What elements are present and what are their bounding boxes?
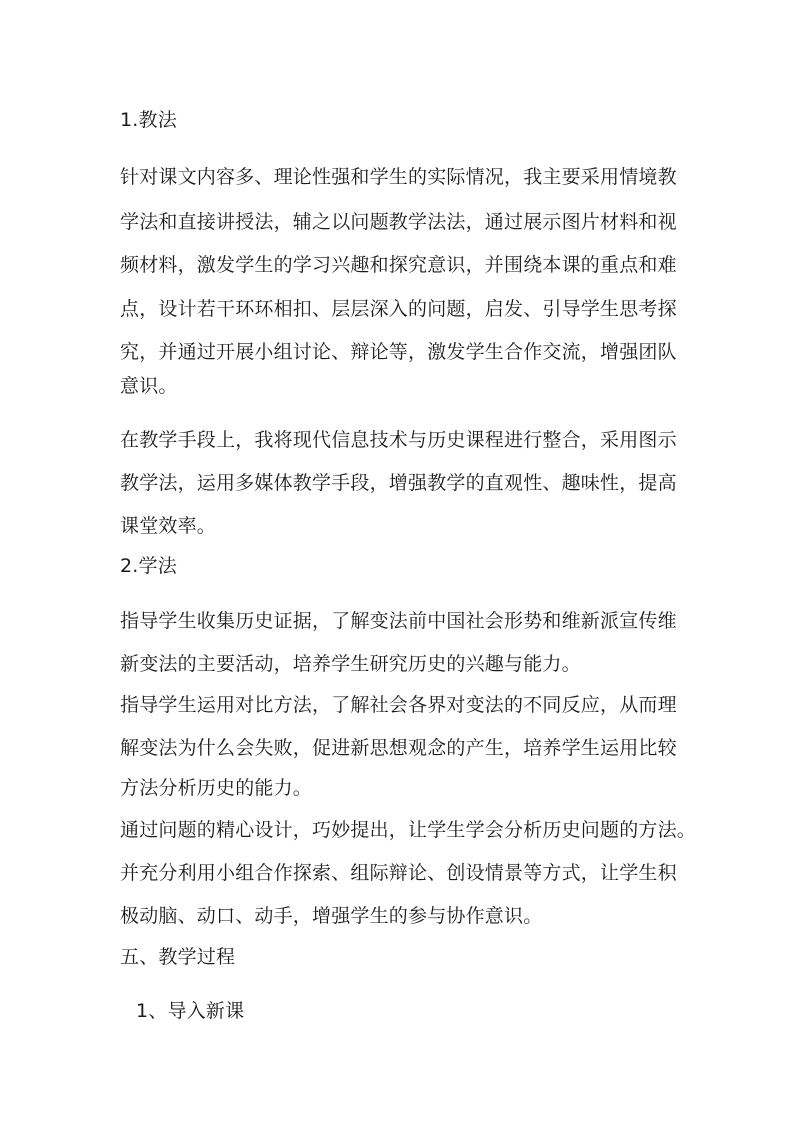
paragraph-line: 针对课文内容多、理论性强和学生的实际情况，我主要采用情境教	[120, 166, 677, 188]
paragraph-line: 方法分析历史的能力。	[120, 777, 313, 799]
paragraph-line: 极动脑、动口、动手，增强学生的参与协作意识。	[120, 905, 543, 927]
paragraph-line: 学法和直接讲授法，辅之以问题教学法法，通过展示图片材料和视	[120, 211, 677, 233]
paragraph-line: 究，并通过开展小组讨论、辩论等，激发学生合作交流，增强团队	[120, 341, 677, 363]
heading-teaching-method: 1.教法	[120, 109, 177, 131]
paragraph-line: 解变法为什么会失败，促进新思想观念的产生，培养学生运用比较	[120, 737, 677, 759]
paragraph-line: 意识。	[120, 375, 178, 397]
paragraph-line: 新变法的主要活动，培养学生研究历史的兴趣与能力。	[120, 653, 581, 675]
paragraph-line: 通过问题的精心设计，巧妙提出，让学生学会分析历史问题的方法。	[120, 819, 697, 841]
paragraph-line: 频材料，激发学生的学习兴趣和探究意识，并围绕本课的重点和难	[120, 254, 677, 276]
paragraph-line: 课堂效率。	[120, 515, 217, 537]
paragraph-line: 教学法，运用多媒体教学手段，增强教学的直观性、趣味性，提高	[120, 472, 677, 494]
section-heading-teaching-process: 五、教学过程	[120, 946, 236, 968]
subsection-heading-introduction: 1、导入新课	[136, 1000, 245, 1022]
paragraph-line: 点，设计若干环环相扣、层层深入的问题，启发、引导学生思考探	[120, 298, 677, 320]
paragraph-line: 指导学生收集历史证据，了解变法前中国社会形势和维新派宣传维	[120, 610, 677, 632]
heading-learning-method: 2.学法	[120, 555, 177, 577]
paragraph-line: 指导学生运用对比方法，了解社会各界对变法的不同反应，从而理	[120, 694, 677, 716]
paragraph-line: 并充分利用小组合作探索、组际辩论、创设情景等方式，让学生积	[120, 862, 677, 884]
paragraph-line: 在教学手段上，我将现代信息技术与历史课程进行整合，采用图示	[120, 429, 677, 451]
